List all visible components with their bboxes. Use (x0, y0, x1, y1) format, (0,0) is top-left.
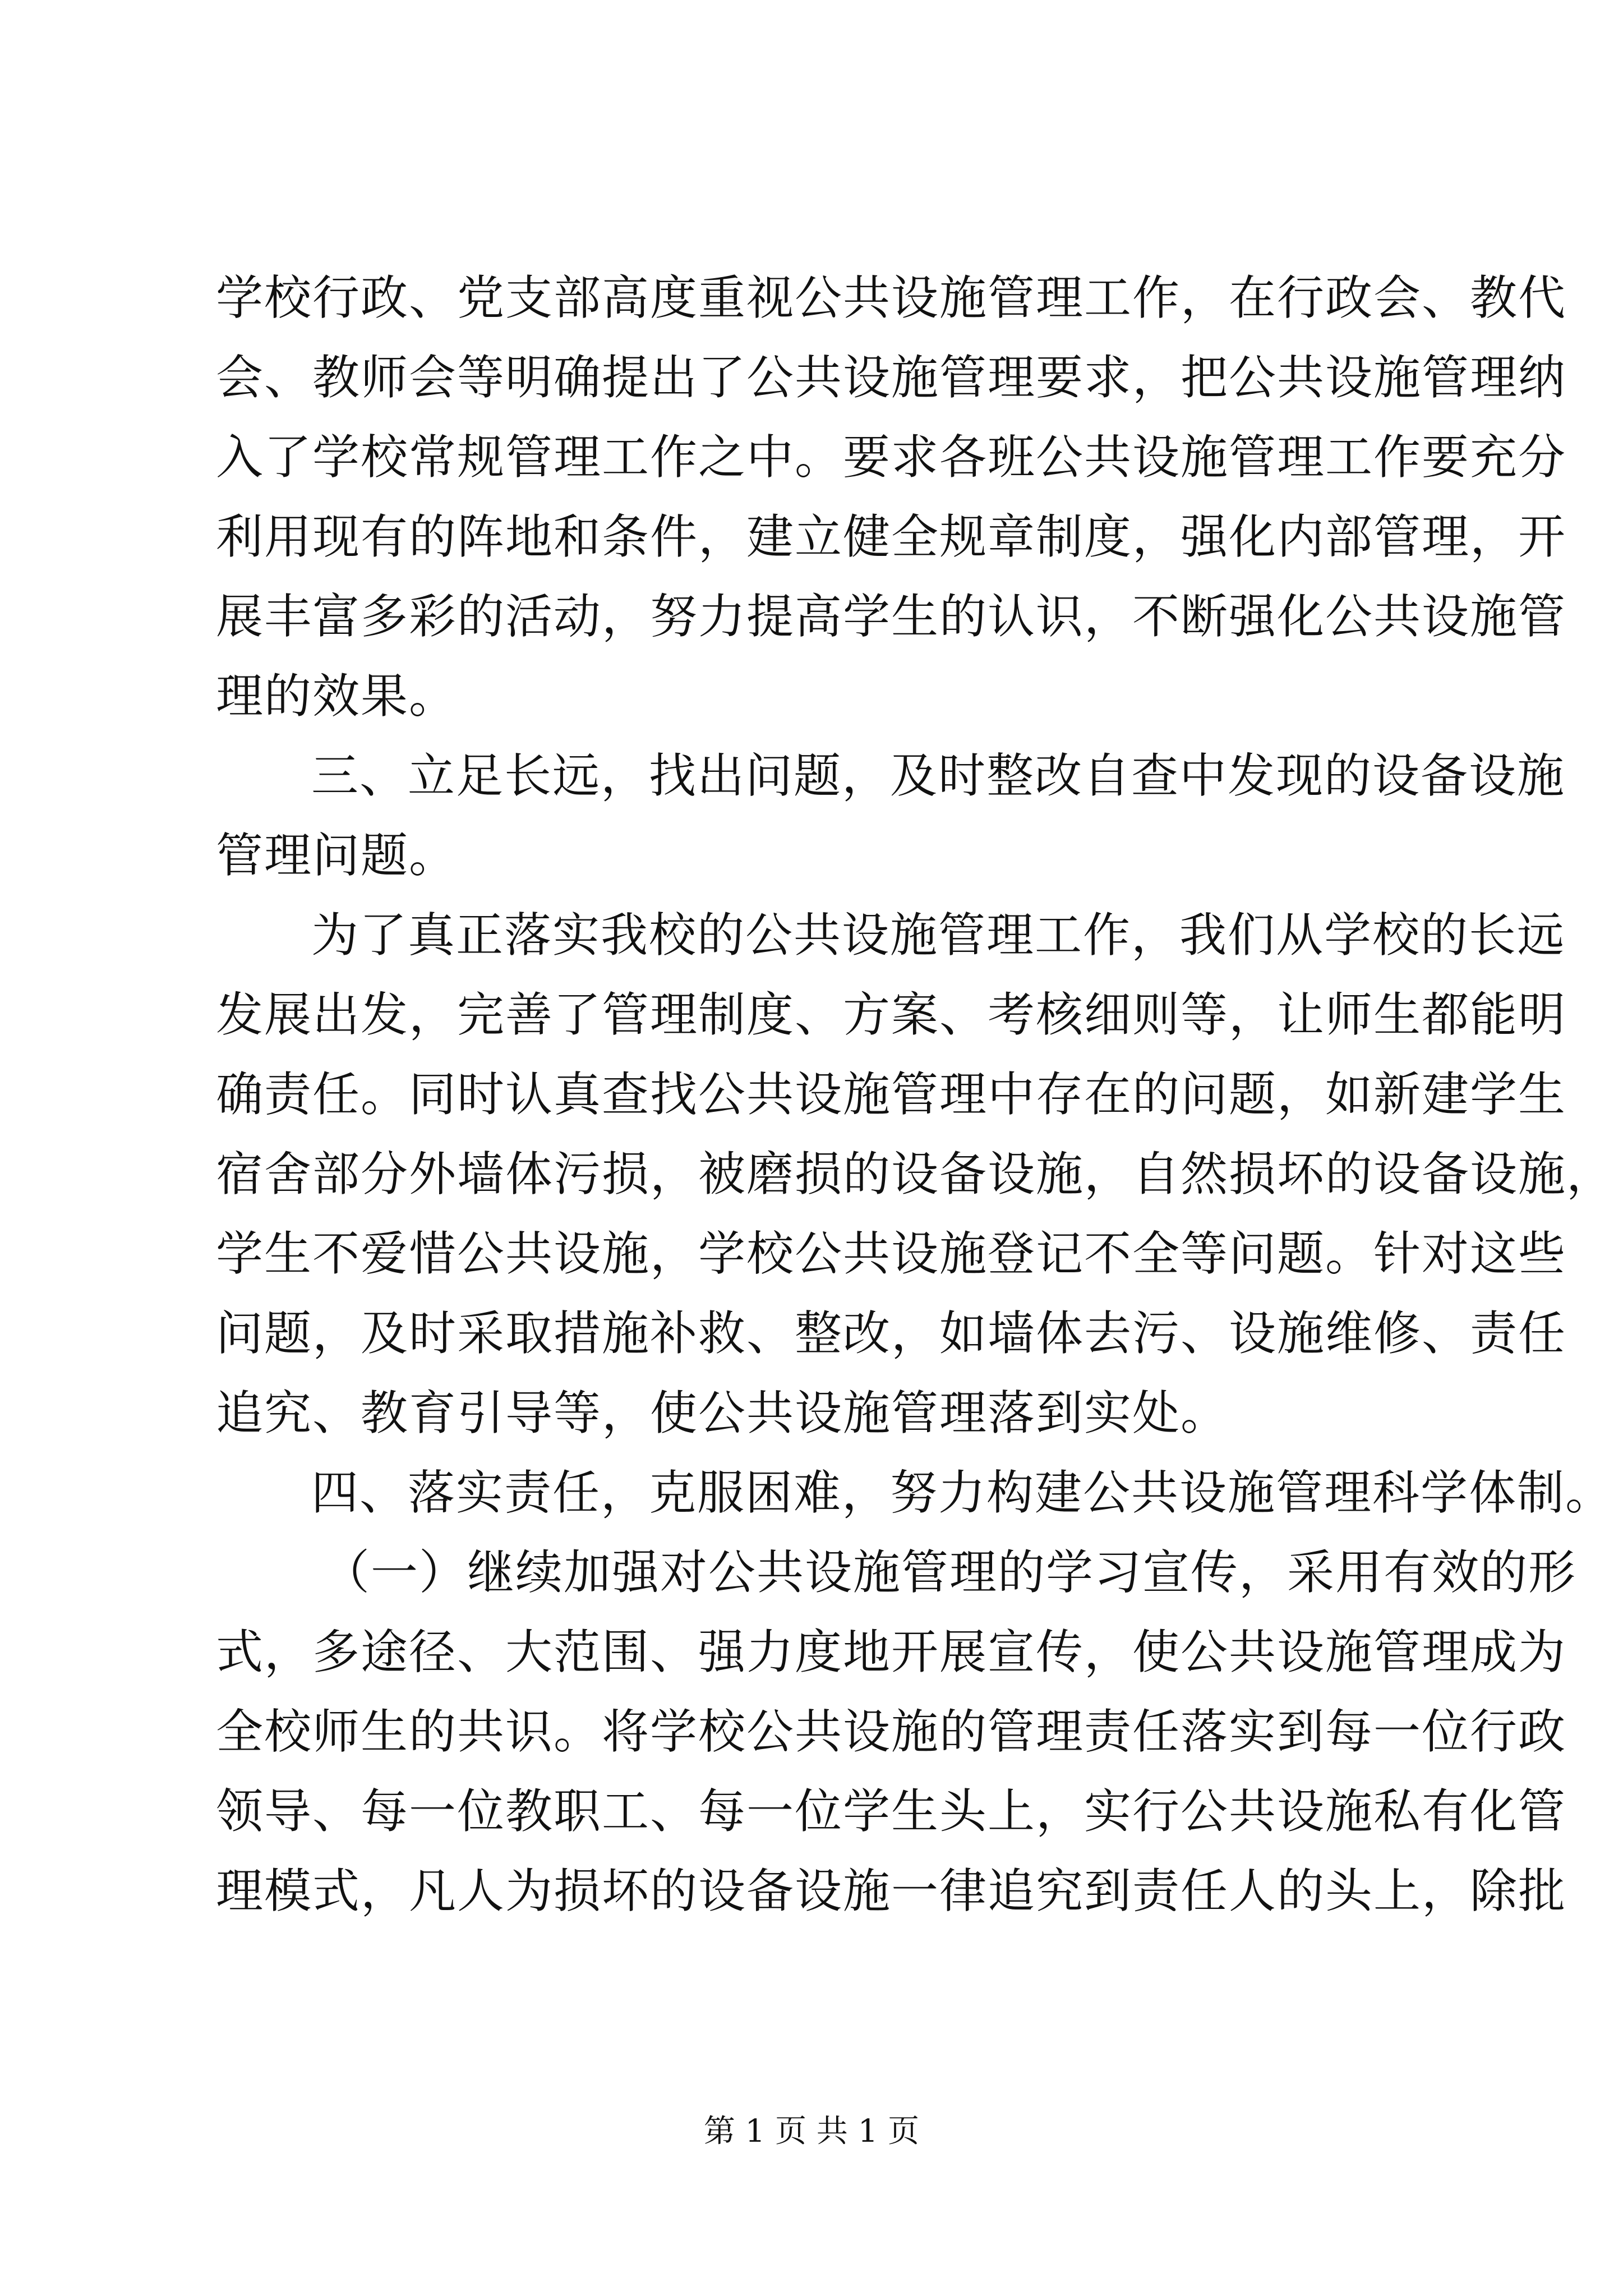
text-line: 会、教师会等明确提出了公共设施管理要求，把公共设施管理纳 (216, 350, 1567, 405)
text-line: 学生不爱惜公共设施，学校公共设施登记不全等问题。针对这些 (216, 1226, 1567, 1281)
text-line: 学校行政、党支部高度重视公共设施管理工作，在行政会、教代 (216, 270, 1567, 325)
text-line: 领导、每一位教职工、每一位学生头上，实行公共设施私有化管 (216, 1784, 1567, 1839)
text-line: 理模式，凡人为损坏的设备设施一律追究到责任人的头上，除批 (216, 1864, 1567, 1918)
text-line: 理的效果。 (216, 669, 458, 724)
page-number-footer: 第 1 页 共 1 页 (703, 2113, 920, 2150)
text-line: 管理问题。 (216, 828, 458, 883)
text-line: 发展出发，完善了管理制度、方案、考核细则等，让师生都能明 (216, 987, 1567, 1042)
text-line: 入了学校常规管理工作之中。要求各班公共设施管理工作要充分 (216, 430, 1567, 485)
document-body (216, 258, 1615, 1931)
text-line: 问题，及时采取措施补救、整改，如墙体去污、设施维修、责任 (216, 1306, 1567, 1361)
text-line: 利用现有的阵地和条件，建立健全规章制度，强化内部管理，开 (216, 509, 1567, 564)
section-heading: 四、落实责任，克服困难，努力构建公共设施管理科学体制。 (311, 1465, 1614, 1520)
text-line: 全校师生的共识。将学校公共设施的管理责任落实到每一位行政 (216, 1704, 1567, 1759)
paragraph-start: 为了真正落实我校的公共设施管理工作，我们从学校的长远 (311, 908, 1566, 963)
text-line: 追究、教育引导等，使公共设施管理落到实处。 (216, 1386, 1229, 1441)
text-line: 确责任。同时认真查找公共设施管理中存在的问题，如新建学生 (216, 1067, 1567, 1122)
section-heading: 三、立足长远，找出问题，及时整改自查中发现的设备设施 (311, 748, 1566, 803)
subsection-start: （一）继续加强对公共设施管理的学习宣传，采用有效的形 (322, 1545, 1577, 1600)
text-line: 式，多途径、大范围、强力度地开展宣传，使公共设施管理成为 (216, 1625, 1567, 1680)
text-line: 宿舍部分外墙体污损，被磨损的设备设施，自然损坏的设备设施， (216, 1147, 1615, 1202)
text-line: 展丰富多彩的活动，努力提高学生的认识，不断强化公共设施管 (216, 589, 1567, 644)
